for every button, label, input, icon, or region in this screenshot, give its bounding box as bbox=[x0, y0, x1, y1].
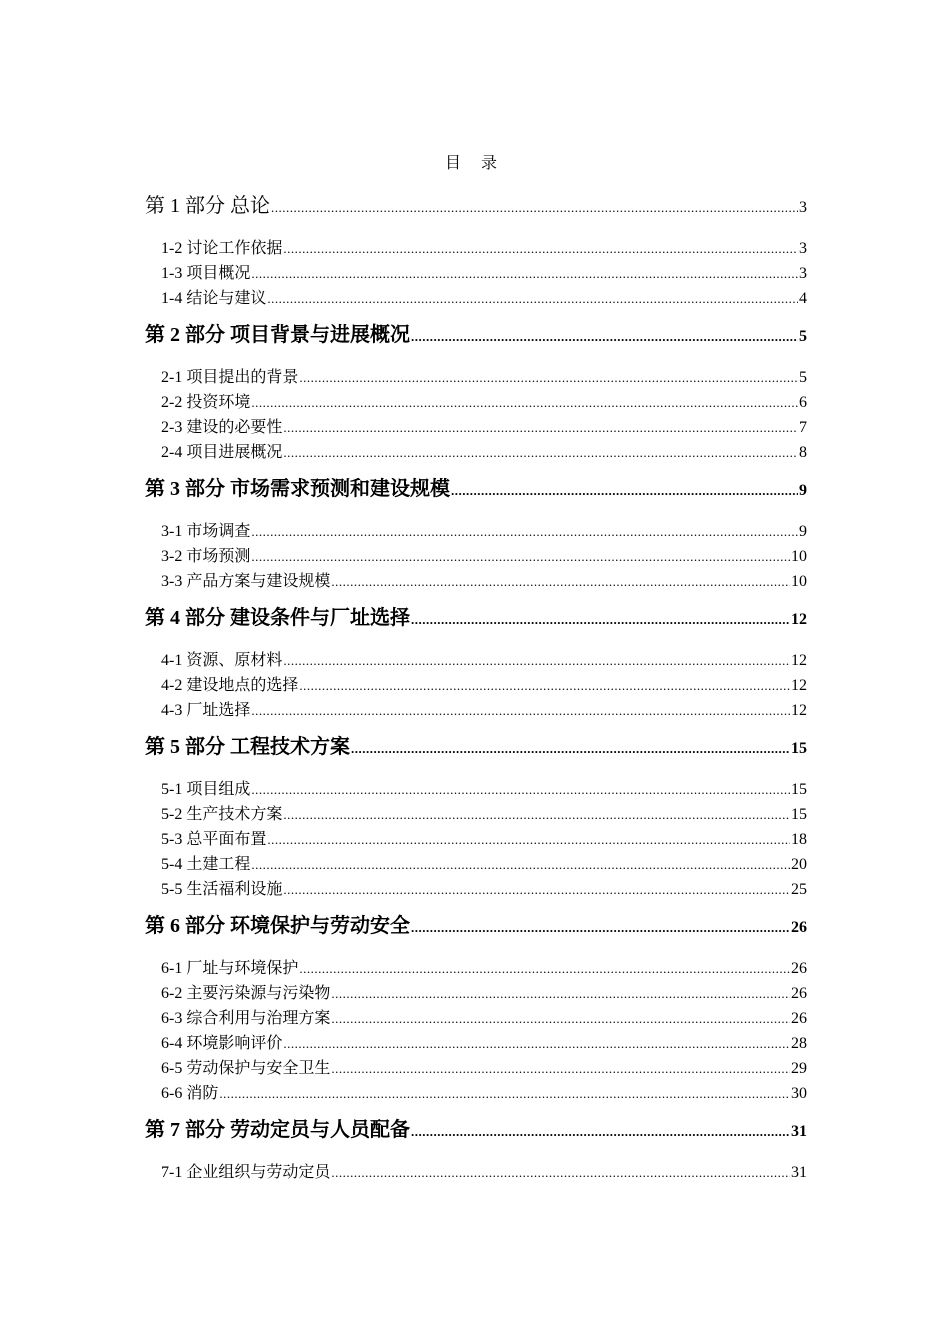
dot-leader bbox=[331, 981, 790, 1006]
toc-page-number: 5 bbox=[799, 369, 807, 386]
dot-leader bbox=[271, 192, 798, 224]
dot-leader bbox=[251, 544, 790, 569]
dot-leader bbox=[451, 475, 798, 507]
toc-part-row[interactable] bbox=[145, 1114, 807, 1146]
table-of-contents bbox=[145, 190, 807, 1185]
toc-entry-label: 3-1 市场调查 bbox=[161, 523, 251, 540]
dot-leader bbox=[251, 261, 798, 286]
toc-entry-row[interactable] bbox=[145, 1160, 807, 1185]
dot-leader bbox=[411, 321, 798, 353]
toc-page-number: 20 bbox=[791, 856, 807, 873]
toc-page-number: 28 bbox=[791, 1035, 807, 1052]
toc-entry-row[interactable] bbox=[145, 981, 807, 1006]
toc-page-number: 26 bbox=[791, 985, 807, 1002]
dot-leader bbox=[219, 1081, 790, 1106]
toc-entry-label: 1-4 结论与建议 bbox=[161, 290, 267, 307]
toc-entry-label: 1-3 项目概况 bbox=[161, 265, 251, 282]
toc-page-number: 7 bbox=[799, 419, 807, 436]
dot-leader bbox=[267, 827, 790, 852]
toc-page-number: 3 bbox=[799, 240, 807, 257]
toc-page-number: 12 bbox=[791, 652, 807, 669]
toc-entry-row[interactable] bbox=[145, 544, 807, 569]
toc-entry-label: 6-1 厂址与环境保护 bbox=[161, 960, 299, 977]
dot-leader bbox=[351, 733, 790, 765]
dot-leader bbox=[299, 365, 798, 390]
dot-leader bbox=[283, 877, 790, 902]
toc-entry-row[interactable] bbox=[145, 698, 807, 723]
toc-part-row[interactable] bbox=[145, 473, 807, 505]
toc-entry-label: 3-3 产品方案与建设规模 bbox=[161, 573, 331, 590]
toc-page-number: 25 bbox=[791, 881, 807, 898]
toc-entry-label: 5-3 总平面布置 bbox=[161, 831, 267, 848]
dot-leader bbox=[283, 802, 790, 827]
toc-entry-label: 2-1 项目提出的背景 bbox=[161, 369, 299, 386]
toc-part-row[interactable] bbox=[145, 910, 807, 942]
toc-entry-row[interactable] bbox=[145, 877, 807, 902]
toc-page-number: 6 bbox=[799, 394, 807, 411]
toc-entry-label: 2-4 项目进展概况 bbox=[161, 444, 283, 461]
toc-entry-label: 5-5 生活福利设施 bbox=[161, 881, 283, 898]
toc-part-row[interactable] bbox=[145, 319, 807, 351]
toc-page-number: 10 bbox=[791, 548, 807, 565]
toc-part-row[interactable] bbox=[145, 190, 807, 222]
dot-leader bbox=[283, 236, 798, 261]
toc-entry-label: 5-4 土建工程 bbox=[161, 856, 251, 873]
toc-entry-row[interactable] bbox=[145, 390, 807, 415]
dot-leader bbox=[411, 1116, 790, 1148]
toc-page-number: 29 bbox=[791, 1060, 807, 1077]
toc-entry-label: 3-2 市场预测 bbox=[161, 548, 251, 565]
dot-leader bbox=[331, 569, 790, 594]
dot-leader bbox=[283, 1031, 790, 1056]
toc-entry-row[interactable] bbox=[145, 286, 807, 311]
toc-part-row[interactable] bbox=[145, 731, 807, 763]
toc-part-label: 第 5 部分 工程技术方案 bbox=[145, 736, 350, 758]
toc-page-number: 3 bbox=[799, 199, 807, 216]
toc-entry-row[interactable] bbox=[145, 956, 807, 981]
toc-entry-row[interactable] bbox=[145, 673, 807, 698]
toc-entry-row[interactable] bbox=[145, 1006, 807, 1031]
dot-leader bbox=[283, 648, 790, 673]
toc-page-number: 18 bbox=[791, 831, 807, 848]
dot-leader bbox=[411, 604, 790, 636]
toc-part-label: 第 6 部分 环境保护与劳动安全 bbox=[145, 915, 410, 937]
toc-entry-label: 6-3 综合利用与治理方案 bbox=[161, 1010, 331, 1027]
dot-leader bbox=[251, 852, 790, 877]
dot-leader bbox=[331, 1160, 790, 1185]
toc-page-number: 15 bbox=[791, 806, 807, 823]
dot-leader bbox=[251, 698, 790, 723]
toc-part-row[interactable] bbox=[145, 602, 807, 634]
toc-entry-row[interactable] bbox=[145, 519, 807, 544]
toc-page-number: 30 bbox=[791, 1085, 807, 1102]
toc-entry-row[interactable] bbox=[145, 852, 807, 877]
toc-page-number: 26 bbox=[791, 919, 807, 936]
toc-entry-row[interactable] bbox=[145, 648, 807, 673]
toc-entry-row[interactable] bbox=[145, 1031, 807, 1056]
toc-page-number: 26 bbox=[791, 960, 807, 977]
toc-entry-label: 4-3 厂址选择 bbox=[161, 702, 251, 719]
dot-leader bbox=[251, 519, 798, 544]
toc-part-label: 第 1 部分 总论 bbox=[145, 195, 270, 217]
toc-entry-row[interactable] bbox=[145, 440, 807, 465]
dot-leader bbox=[331, 1006, 790, 1031]
toc-entry-label: 4-2 建设地点的选择 bbox=[161, 677, 299, 694]
toc-entry-label: 6-4 环境影响评价 bbox=[161, 1035, 283, 1052]
toc-entry-label: 2-3 建设的必要性 bbox=[161, 419, 283, 436]
toc-part-label: 第 3 部分 市场需求预测和建设规模 bbox=[145, 478, 450, 500]
toc-page-number: 5 bbox=[799, 328, 807, 345]
toc-entry-label: 5-2 生产技术方案 bbox=[161, 806, 283, 823]
dot-leader bbox=[299, 673, 790, 698]
toc-entry-label: 7-1 企业组织与劳动定员 bbox=[161, 1164, 331, 1181]
toc-entry-label: 6-5 劳动保护与安全卫生 bbox=[161, 1060, 331, 1077]
dot-leader bbox=[251, 390, 798, 415]
toc-page-number: 9 bbox=[799, 523, 807, 540]
toc-page-number: 15 bbox=[791, 740, 807, 757]
toc-entry-label: 6-6 消防 bbox=[161, 1085, 219, 1102]
toc-page-number: 4 bbox=[799, 290, 807, 307]
toc-entry-row[interactable] bbox=[145, 827, 807, 852]
dot-leader bbox=[283, 415, 798, 440]
toc-entry-row[interactable] bbox=[145, 236, 807, 261]
toc-entry-row[interactable] bbox=[145, 1081, 807, 1106]
toc-entry-row[interactable] bbox=[145, 569, 807, 594]
dot-leader bbox=[283, 440, 798, 465]
toc-entry-label: 2-2 投资环境 bbox=[161, 394, 251, 411]
toc-part-label: 第 7 部分 劳动定员与人员配备 bbox=[145, 1119, 410, 1141]
toc-part-label: 第 4 部分 建设条件与厂址选择 bbox=[145, 607, 410, 629]
toc-page-number: 31 bbox=[791, 1123, 807, 1140]
toc-entry-label: 1-2 讨论工作依据 bbox=[161, 240, 283, 257]
toc-entry-label: 4-1 资源、原材料 bbox=[161, 652, 283, 669]
dot-leader bbox=[331, 1056, 790, 1081]
toc-entry-label: 5-1 项目组成 bbox=[161, 781, 251, 798]
toc-entry-row[interactable] bbox=[145, 261, 807, 286]
dot-leader bbox=[411, 912, 790, 944]
toc-page-number: 26 bbox=[791, 1010, 807, 1027]
toc-page-number: 3 bbox=[799, 265, 807, 282]
toc-page-number: 12 bbox=[791, 702, 807, 719]
toc-entry-row[interactable] bbox=[145, 802, 807, 827]
toc-page-number: 31 bbox=[791, 1164, 807, 1181]
toc-entry-row[interactable] bbox=[145, 777, 807, 802]
toc-entry-row[interactable] bbox=[145, 1056, 807, 1081]
dot-leader bbox=[267, 286, 798, 311]
toc-page-number: 10 bbox=[791, 573, 807, 590]
dot-leader bbox=[251, 777, 790, 802]
toc-part-label: 第 2 部分 项目背景与进展概况 bbox=[145, 324, 410, 346]
toc-entry-label: 6-2 主要污染源与污染物 bbox=[161, 985, 331, 1002]
toc-page-number: 12 bbox=[791, 677, 807, 694]
toc-page-number: 9 bbox=[799, 482, 807, 499]
toc-page-number: 12 bbox=[791, 611, 807, 628]
toc-page-number: 8 bbox=[799, 444, 807, 461]
toc-page-number: 15 bbox=[791, 781, 807, 798]
toc-entry-row[interactable] bbox=[145, 415, 807, 440]
dot-leader bbox=[299, 956, 790, 981]
toc-entry-row[interactable] bbox=[145, 365, 807, 390]
toc-title: 目 录 bbox=[444, 155, 505, 172]
